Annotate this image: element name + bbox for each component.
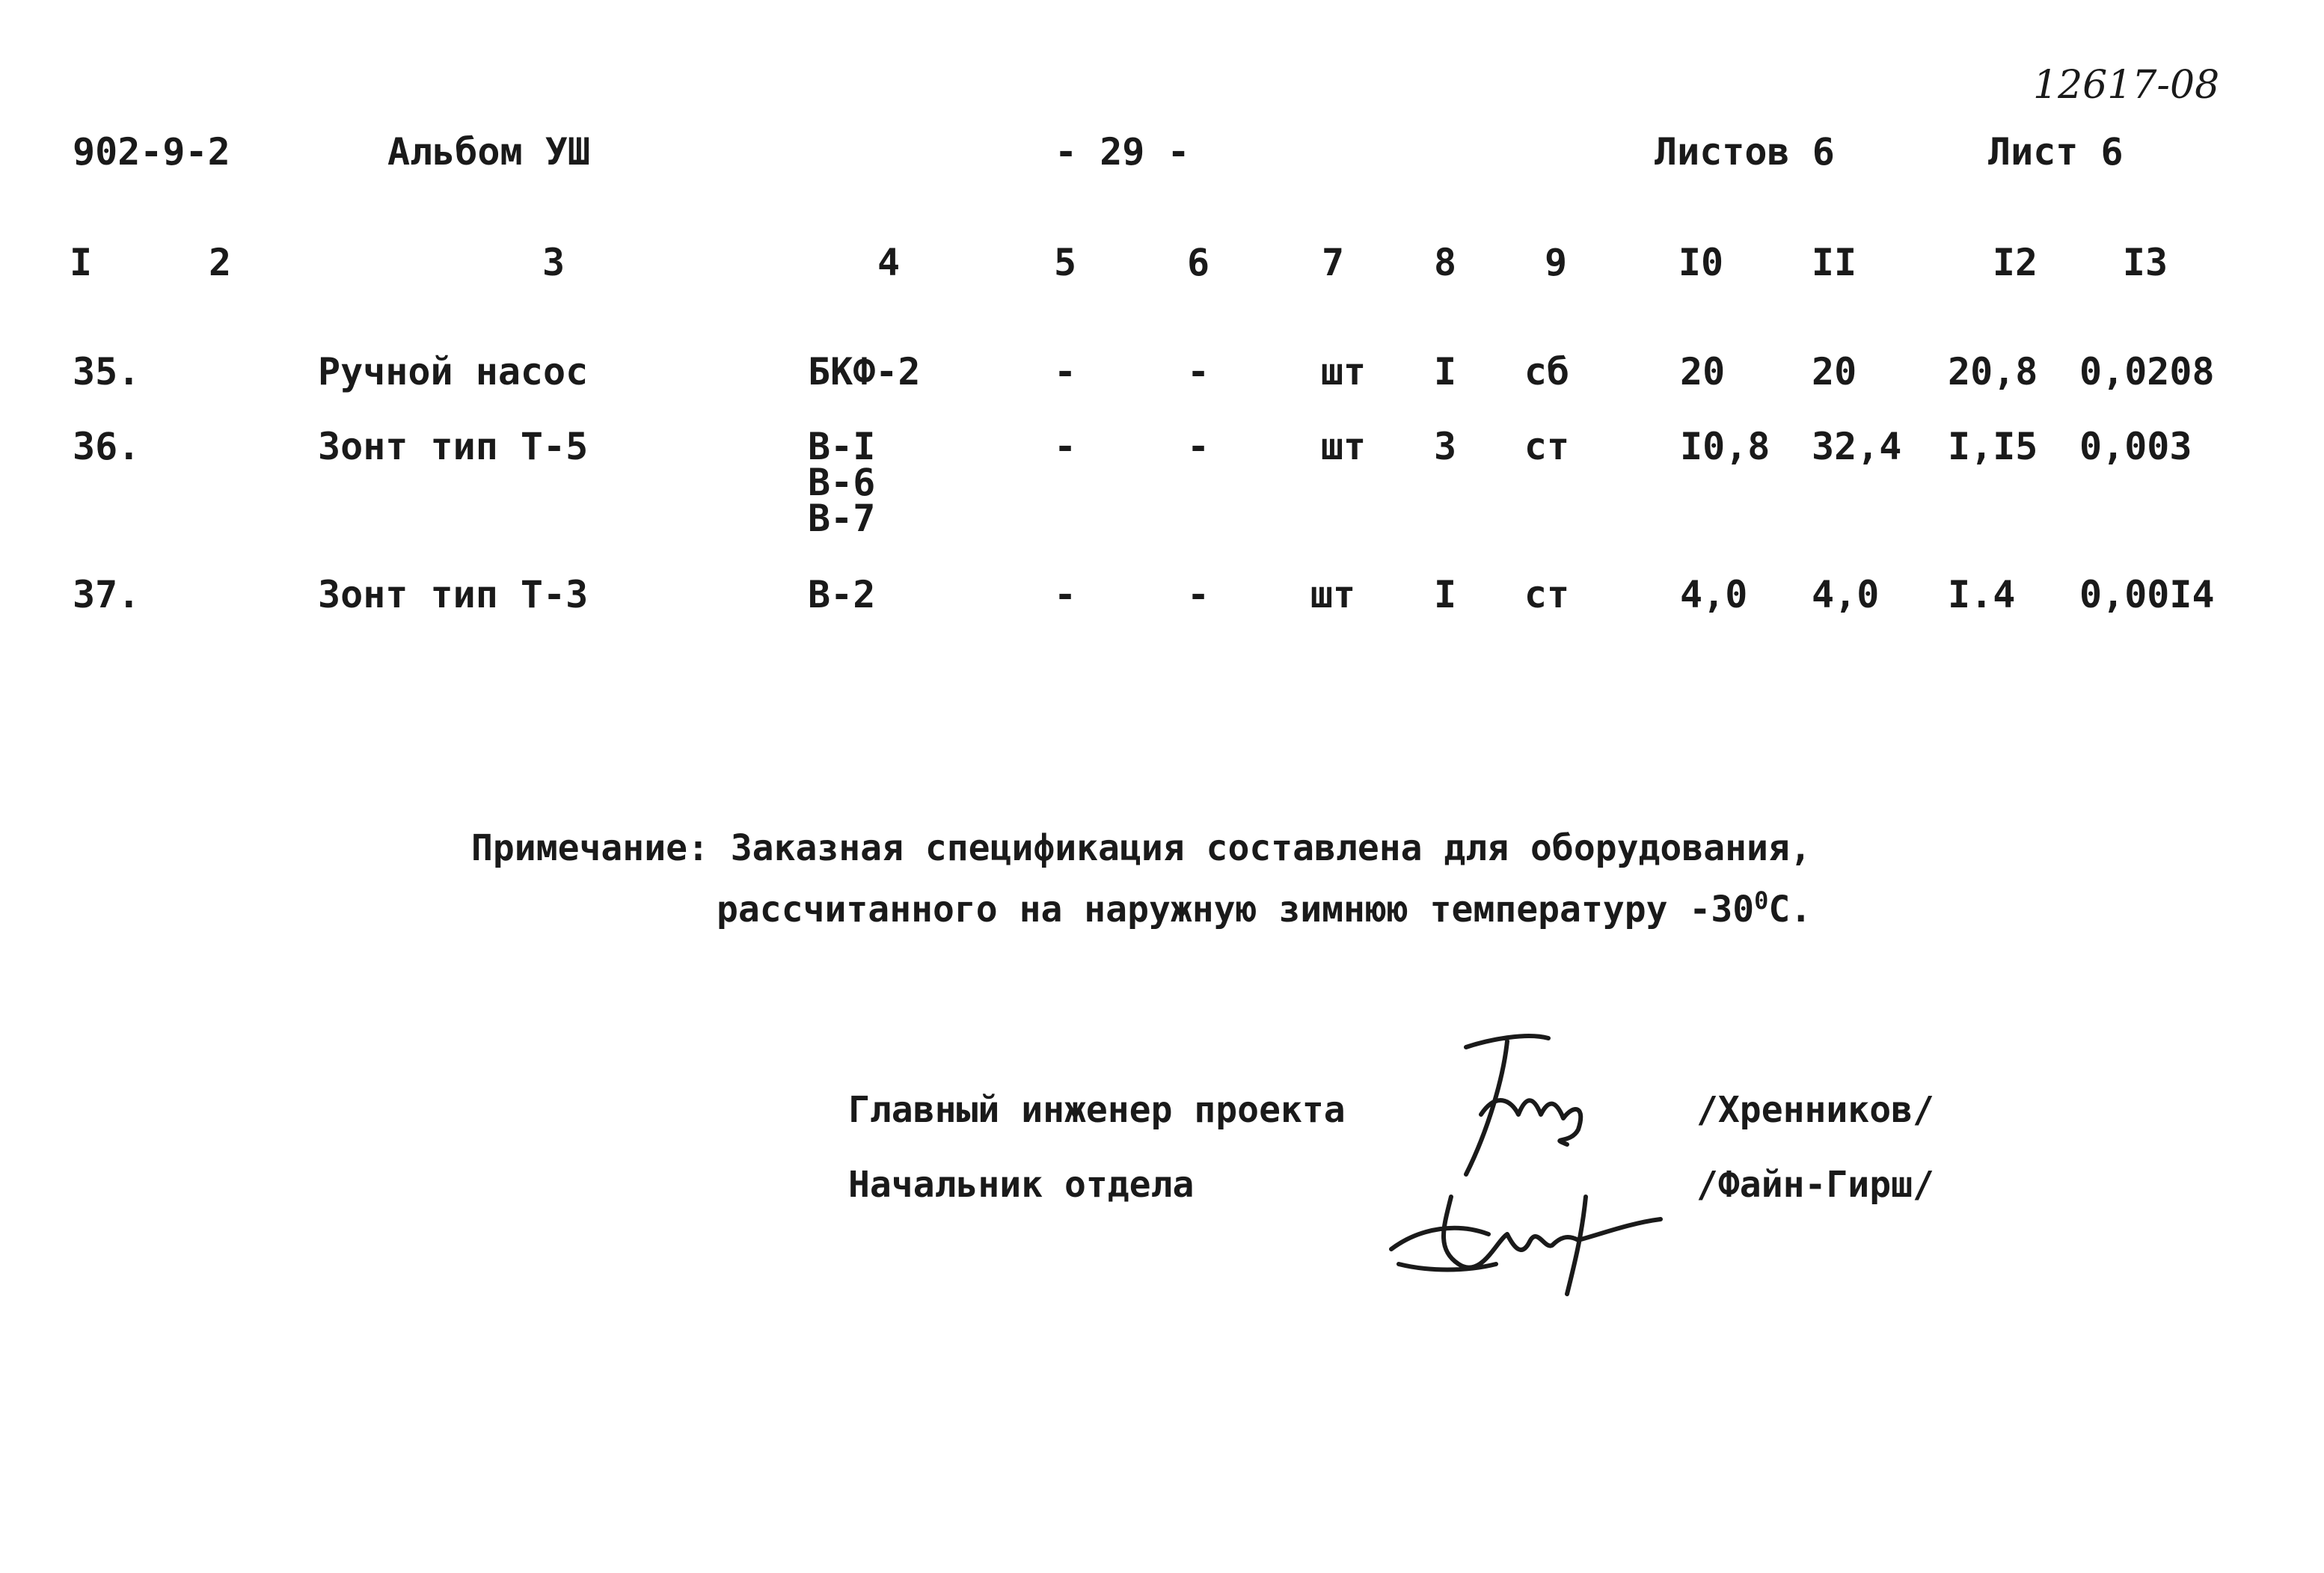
dash: - bbox=[1186, 573, 1210, 616]
unit: шт bbox=[1320, 425, 1367, 468]
column-number: 5 bbox=[1053, 241, 1077, 284]
column-10-value: I0,8 bbox=[1680, 425, 1770, 468]
note-line-2-end: С. bbox=[1768, 889, 1812, 930]
column-number: 8 bbox=[1433, 241, 1457, 284]
column-number: 6 bbox=[1186, 241, 1210, 284]
row-number: 37. bbox=[73, 573, 141, 616]
row-number: 36. bbox=[73, 425, 141, 468]
column-number: 9 bbox=[1544, 241, 1568, 284]
column-11-value: 32,4 bbox=[1812, 425, 1902, 468]
column-13-value: 0,00I4 bbox=[2079, 573, 2215, 616]
column-number: I2 bbox=[1992, 241, 2038, 284]
quantity: I bbox=[1433, 573, 1457, 616]
department-head-name: /Файн-Гирш/ bbox=[1696, 1164, 1934, 1206]
quantity: 3 bbox=[1433, 425, 1457, 468]
note-line-1: Примечание: Заказная спецификация составлена для оборудования, bbox=[471, 827, 1812, 869]
column-number: 4 bbox=[877, 241, 901, 284]
column-11-value: 20 bbox=[1812, 350, 1857, 393]
column-9-value: сб bbox=[1524, 350, 1570, 393]
unit: шт bbox=[1310, 573, 1356, 616]
dash: - bbox=[1186, 350, 1210, 393]
item-mark: В-2 bbox=[808, 573, 876, 616]
unit: шт bbox=[1320, 350, 1367, 393]
item-mark: В-7 bbox=[808, 497, 876, 540]
sheet-number: Лист 6 bbox=[1988, 130, 2124, 174]
dash: - bbox=[1186, 425, 1210, 468]
department-head-title: Начальник отдела bbox=[848, 1164, 1195, 1206]
item-mark: В-6 bbox=[808, 461, 876, 504]
column-12-value: 20,8 bbox=[1948, 350, 2038, 393]
column-9-value: ст bbox=[1524, 573, 1570, 616]
item-mark: В-I bbox=[808, 425, 876, 468]
archive-number: 12617-08 bbox=[2033, 63, 2220, 108]
sheets-total: Листов 6 bbox=[1655, 130, 1835, 174]
column-number: 2 bbox=[208, 241, 232, 284]
item-mark: БКФ-2 bbox=[808, 350, 921, 393]
item-name: Зонт тип Т-5 bbox=[318, 425, 589, 468]
column-number: I bbox=[69, 241, 93, 284]
chief-engineer-title: Главный инженер проекта bbox=[848, 1089, 1346, 1131]
column-10-value: 20 bbox=[1680, 350, 1726, 393]
item-name: Ручной насос bbox=[318, 350, 589, 393]
dash: - bbox=[1053, 573, 1077, 616]
column-12-value: I.4 bbox=[1948, 573, 2016, 616]
column-11-value: 4,0 bbox=[1812, 573, 1880, 616]
quantity: I bbox=[1433, 350, 1457, 393]
column-12-value: I,I5 bbox=[1948, 425, 2038, 468]
dash: - bbox=[1053, 425, 1077, 468]
column-number: 3 bbox=[542, 241, 565, 284]
note-line-2-text: рассчитанного на наружную зимнюю температуру -30 bbox=[717, 889, 1755, 930]
column-number: I0 bbox=[1678, 241, 1724, 284]
note-line-2 bbox=[717, 886, 1812, 930]
column-9-value: ст bbox=[1524, 425, 1570, 468]
chief-engineer-name: /Хренников/ bbox=[1696, 1089, 1934, 1131]
column-number: II bbox=[1811, 241, 1857, 284]
column-13-value: 0,0208 bbox=[2079, 350, 2215, 393]
document-code: 902-9-2 bbox=[73, 130, 230, 174]
album-label: Альбом УШ bbox=[387, 130, 590, 174]
item-name: Зонт тип Т-3 bbox=[318, 573, 589, 616]
degree-mark: 0 bbox=[1754, 886, 1769, 915]
row-number: 35. bbox=[73, 350, 141, 393]
column-10-value: 4,0 bbox=[1680, 573, 1748, 616]
department-head-signature bbox=[1376, 1152, 1675, 1301]
column-number: 7 bbox=[1321, 241, 1345, 284]
column-13-value: 0,003 bbox=[2079, 425, 2192, 468]
column-number: I3 bbox=[2122, 241, 2168, 284]
dash: - bbox=[1053, 350, 1077, 393]
page-number: - 29 - bbox=[1055, 130, 1190, 174]
